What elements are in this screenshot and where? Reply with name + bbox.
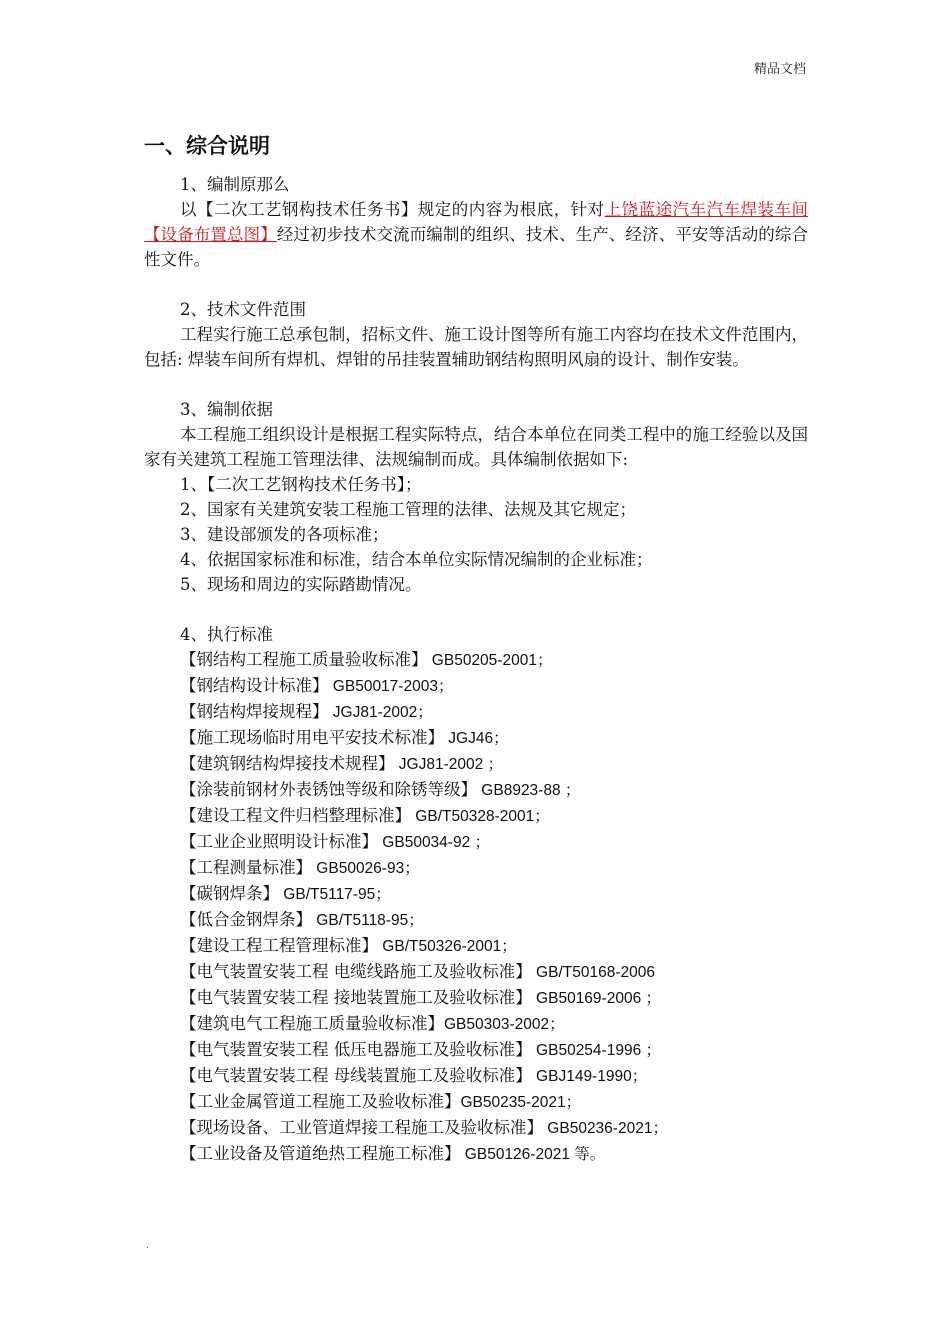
standard-name: 【建筑电气工程施工质量验收标准】 [180, 1014, 444, 1033]
standard-item [144, 647, 808, 673]
section-1-heading: 1、编制原那么 [180, 175, 290, 194]
standard-name: 【涂装前钢材外表锈蚀等级和除锈等级】 [180, 780, 477, 799]
standard-code: GB50034-92 ； [378, 834, 491, 851]
standard-code: JGJ46； [444, 730, 509, 747]
document-body [144, 172, 808, 1167]
standard-code: GB/T5117-95； [279, 886, 391, 903]
standard-name: 【钢结构焊接规程】 [180, 702, 329, 721]
basis-item: 5、现场和周边的实际踏勘情况。 [180, 575, 422, 594]
standard-code: GB50236-2021； [543, 1120, 668, 1137]
standard-item [144, 751, 808, 777]
section-1-text-b: 经过初步技术交流而编制的组织、技术、生产、经济、平安等活动的综合性文件。 [144, 225, 809, 269]
standard-code: GB50017-2003； [328, 678, 454, 695]
standard-name: 【工业企业照明设计标准】 [180, 832, 378, 851]
standard-item [144, 1115, 808, 1141]
standard-item [144, 803, 808, 829]
standard-item [144, 985, 808, 1011]
standard-item [144, 699, 808, 725]
basis-item: 3、建设部颁发的各项标准； [180, 525, 389, 544]
standard-name: 【建设工程文件归档整理标准】 [180, 806, 411, 825]
section-2-paragraph: 工程实行施工总承包制，招标文件、施工设计图等所有施工内容均在技术文件范围内，包括: 焊装车间所有焊机、焊钳的吊挂装置辅助钢结构照明风扇的设计、制作安装。 [144, 325, 808, 369]
standard-name: 【电气装置安装工程 接地装置施工及验收标准】 [180, 988, 532, 1007]
basis-item: 1、【二次工艺钢构技术任务书】； [180, 475, 422, 494]
standard-code: GB/T50168-2006 [531, 964, 655, 981]
section-2-heading: 2、技术文件范围 [180, 300, 306, 319]
standard-item [144, 1141, 808, 1167]
footer-mark: . [146, 1240, 150, 1251]
standard-code: GB8923-88 ； [477, 782, 581, 799]
standard-item [144, 777, 808, 803]
standard-name: 【工业设备及管道绝热工程施工标准】 [180, 1144, 461, 1163]
standard-item [144, 881, 808, 907]
standard-code: GB50205-2001； [427, 652, 553, 669]
standard-name: 【电气装置安装工程 母线装置施工及验收标准】 [180, 1066, 532, 1085]
standard-name: 【碳钢焊条】 [180, 884, 279, 903]
standard-name: 【现场设备、工业管道焊接工程施工及验收标准】 [180, 1118, 543, 1137]
standard-name: 【施工现场临时用电平安技术标准】 [180, 728, 444, 747]
standard-name: 【电气装置安装工程 低压电器施工及验收标准】 [180, 1040, 532, 1059]
section-3-paragraph: 本工程施工组织设计是根据工程实际特点，结合本单位在同类工程中的施工经验以及国家有关建筑工程施工管理法律、法规编制而成。具体编制依据如下: [144, 425, 808, 469]
standard-item [144, 959, 808, 985]
standard-item [144, 725, 808, 751]
standard-code: GB/T50326-2001； [378, 938, 517, 955]
standard-item [144, 829, 808, 855]
standard-item [144, 1063, 808, 1089]
standard-item [144, 1089, 808, 1115]
standard-code: GB50026-93； [312, 860, 420, 877]
standard-item [144, 1011, 808, 1037]
standard-item [144, 1037, 808, 1063]
header-note: 精品文档 [753, 62, 806, 77]
standard-code: GB50303-2002； [444, 1016, 565, 1033]
standard-item [144, 855, 808, 881]
standard-code: JGJ81-2002； [328, 704, 433, 721]
section-3-heading: 3、编制依据 [180, 400, 273, 419]
standard-name: 【工业金属管道工程施工及验收标准】 [180, 1092, 461, 1111]
standard-code: GB50169-2006 ； [531, 990, 662, 1007]
page-title: 一、综合说明 [144, 134, 270, 158]
standard-code: GB50126-2021 等。 [460, 1146, 606, 1163]
standard-name: 【电气装置安装工程 电缆线路施工及验收标准】 [180, 962, 532, 981]
standard-item [144, 933, 808, 959]
project-name-link: 上饶蓝途汽车汽车 [604, 200, 741, 219]
standard-code: JGJ81-2002 ； [394, 756, 504, 773]
section-1-paragraph [144, 197, 808, 272]
standard-name: 【建设工程工程管理标准】 [180, 936, 378, 955]
standard-code: GB/T5118-95； [312, 912, 424, 929]
standard-name: 【钢结构设计标准】 [180, 676, 329, 695]
standard-name: 【建筑钢结构焊接技术规程】 [180, 754, 395, 773]
standard-name: 【钢结构工程施工质量验收标准】 [180, 650, 428, 669]
section-4-heading: 4、执行标准 [180, 625, 273, 644]
standard-code: GBJ149-1990； [531, 1068, 648, 1085]
section-1-text-a: 以【二次工艺钢构技术任务书】规定的内容为根底，针对 [180, 200, 605, 219]
standard-code: GB50254-1996 ； [531, 1042, 662, 1059]
standard-name: 【低合金钢焊条】 [180, 910, 312, 929]
basis-item: 4、依据国家标准和标准，结合本单位实际情况编制的企业标准； [180, 550, 653, 569]
standard-code: GB/T50328-2001； [411, 808, 550, 825]
basis-item: 2、国家有关建筑安装工程施工管理的法律、法规及其它规定； [180, 500, 636, 519]
standard-item [144, 673, 808, 699]
standard-name: 【工程测量标准】 [180, 858, 312, 877]
standard-item [144, 907, 808, 933]
standard-code: GB50235-2021； [460, 1094, 582, 1111]
layout-drawing-link: 焊装车间【设备布置总图】 [144, 200, 809, 244]
